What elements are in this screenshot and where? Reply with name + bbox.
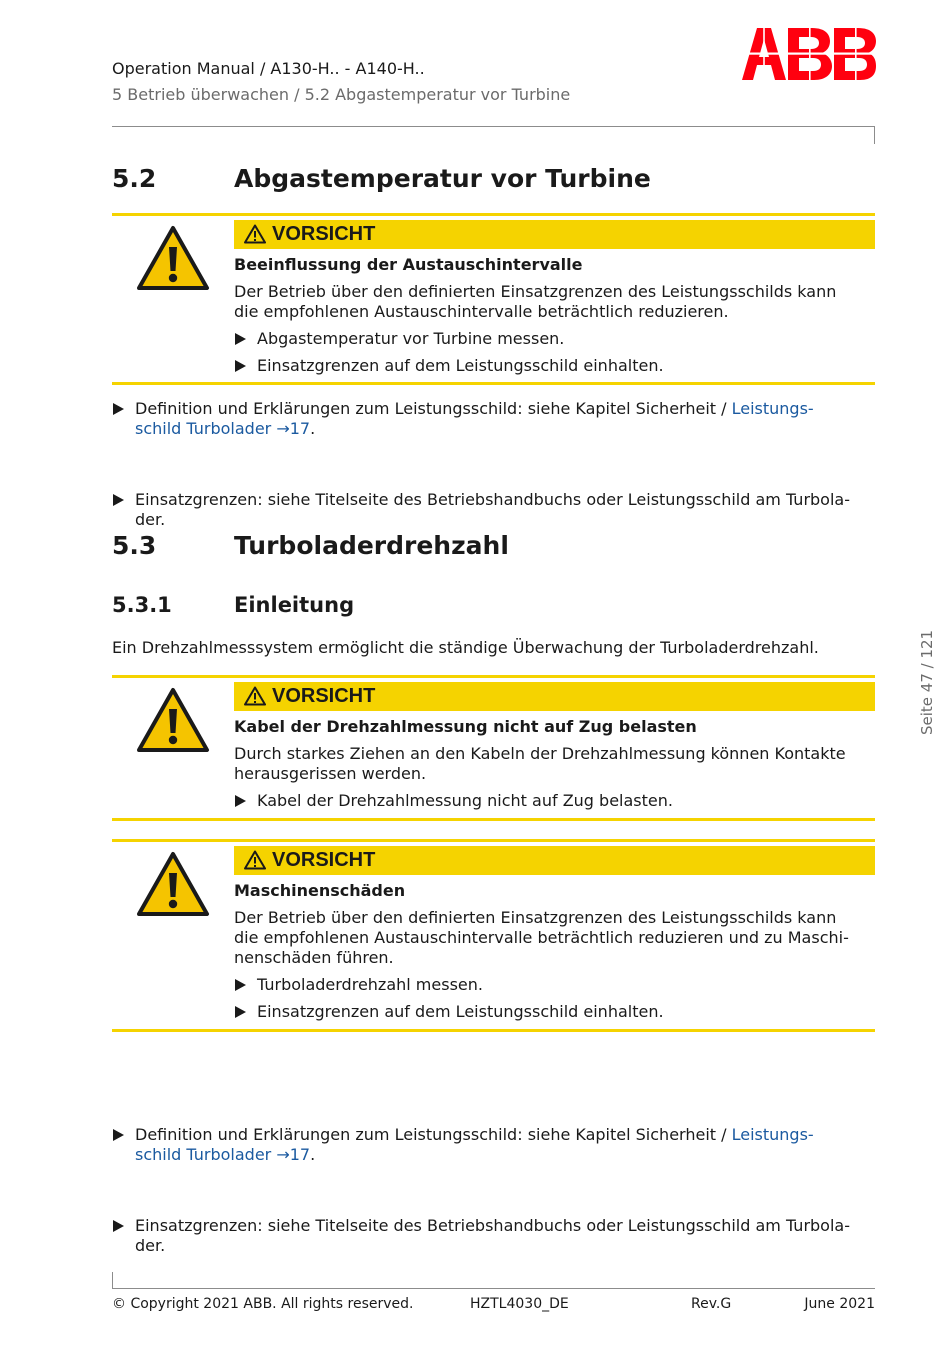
warning-bottom-bar: [112, 1029, 875, 1032]
list-item: [112, 1125, 875, 1165]
warning-text-line: die empfohlenen Austauschintervalle beträchtlich reduzieren.: [234, 302, 729, 321]
warning-box: [112, 675, 875, 823]
warning-label: [234, 682, 875, 711]
bullet-text-line: der.: [135, 510, 166, 529]
warning-title: Maschinenschäden: [234, 881, 406, 900]
warning-text-line: Der Betrieb über den definierten Einsatzgrenzen des Leistungsschilds kann: [234, 908, 837, 927]
warning-box: [112, 839, 875, 1034]
header-breadcrumb: 5 Betrieb überwachen / 5.2 Abgastemperatur vor Turbine: [112, 85, 571, 104]
warning-bullet: Kabel der Drehzahlmessung nicht auf Zug belasten.: [234, 791, 875, 811]
warning-text-line: Durch starkes Ziehen an den Kabeln der Drehzahlmessung können Kontakte: [234, 744, 846, 763]
footer-rule: [112, 1288, 875, 1289]
warning-text: [234, 744, 875, 784]
bullet-text-line: Einsatzgrenzen: siehe Titelseite des Betriebshandbuchs oder Leistungsschild am Turbola-: [135, 1216, 850, 1235]
warning-text: [234, 908, 875, 968]
section-title: Abgastemperatur vor Turbine: [234, 164, 651, 193]
warning-text-line: nenschäden führen.: [234, 948, 394, 967]
warning-top-bar: [112, 839, 875, 842]
bullet-text-line: Einsatzgrenzen: siehe Titelseite des Betriebshandbuchs oder Leistungsschild am Turbola-: [135, 490, 850, 509]
warning-content: [234, 255, 875, 376]
bullet-text-line: der.: [135, 1236, 166, 1255]
list-item: [112, 1216, 875, 1256]
warning-small-icon: [244, 224, 266, 244]
warning-bullet: Einsatzgrenzen auf dem Leistungsschild einhalten.: [234, 356, 875, 376]
header-rule-tick: [874, 126, 875, 144]
footer-doc-id: HZTL4030_DE: [470, 1296, 569, 1312]
warning-box: [112, 213, 875, 387]
header-rule: [112, 126, 875, 127]
cross-reference-link[interactable]: schild Turbolader: [135, 419, 272, 438]
section-number: 5.2: [112, 164, 157, 193]
warning-text-line: herausgerissen werden.: [234, 764, 427, 783]
bullet-text: Definition und Erklärungen zum Leistungsschild: siehe Kapitel Sicherheit /: [135, 1125, 732, 1144]
warning-label-text: VORSICHT: [272, 223, 376, 245]
list-item: [112, 399, 875, 439]
warning-label-text: VORSICHT: [272, 685, 376, 707]
page-reference-link[interactable]: →17: [276, 1145, 311, 1164]
subsection-5-3-1-heading: [112, 593, 875, 621]
footer-copyright: © Copyright 2021 ABB. All rights reserved.: [112, 1296, 414, 1312]
warning-small-icon: [244, 850, 266, 870]
intro-paragraph: Ein Drehzahlmesssystem ermöglicht die ständige Überwachung der Turboladerdrehzahl.: [112, 638, 819, 657]
warning-bottom-bar: [112, 818, 875, 821]
warning-triangle-icon: [136, 851, 210, 917]
bullet-text: Definition und Erklärungen zum Leistungsschild: siehe Kapitel Sicherheit /: [135, 399, 732, 418]
warning-label: [234, 846, 875, 875]
warning-top-bar: [112, 213, 875, 216]
section-title: Turboladerdrehzahl: [234, 531, 509, 560]
warning-triangle-icon: [136, 687, 210, 753]
section-5-2-heading: [112, 164, 875, 196]
list-item: [112, 490, 875, 530]
warning-title: Kabel der Drehzahlmessung nicht auf Zug belasten: [234, 717, 697, 736]
warning-top-bar: [112, 675, 875, 678]
footer-revision: Rev.G: [691, 1296, 732, 1312]
bullet-text-end: .: [310, 419, 316, 438]
warning-bottom-bar: [112, 382, 875, 385]
footer-date: June 2021: [804, 1296, 875, 1312]
warning-bullet: Abgastemperatur vor Turbine messen.: [234, 329, 875, 349]
warning-text: [234, 282, 875, 322]
subsection-number: 5.3.1: [112, 593, 172, 617]
bullet-text-end: .: [310, 1145, 316, 1164]
warning-text-line: die empfohlenen Austauschintervalle beträchtlich reduzieren und zu Maschi-: [234, 928, 849, 947]
warning-content: [234, 881, 875, 1022]
cross-reference-link[interactable]: schild Turbolader: [135, 1145, 272, 1164]
warning-label: [234, 220, 875, 249]
subsection-title: Einleitung: [234, 593, 355, 617]
warning-bullet: Einsatzgrenzen auf dem Leistungsschild einhalten.: [234, 1002, 875, 1022]
warning-title: Beeinflussung der Austauschintervalle: [234, 255, 583, 274]
warning-text-line: Der Betrieb über den definierten Einsatzgrenzen des Leistungsschilds kann: [234, 282, 837, 301]
side-page-number: Seite 47 / 121: [918, 629, 936, 735]
section-number: 5.3: [112, 531, 157, 560]
warning-triangle-icon: [136, 225, 210, 291]
section-5-3-heading: [112, 531, 875, 563]
warning-label-text: VORSICHT: [272, 849, 376, 871]
page-reference-link[interactable]: →17: [276, 419, 311, 438]
cross-reference-link[interactable]: Leistungs-: [731, 399, 814, 418]
warning-content: [234, 717, 875, 811]
header-manual-title: Operation Manual / A130-H.. - A140-H..: [112, 59, 425, 78]
warning-bullet: Turboladerdrehzahl messen.: [234, 975, 875, 995]
cross-reference-link[interactable]: Leistungs-: [731, 1125, 814, 1144]
abb-logo: [742, 28, 876, 80]
footer-rule-tick: [112, 1272, 113, 1289]
warning-small-icon: [244, 686, 266, 706]
